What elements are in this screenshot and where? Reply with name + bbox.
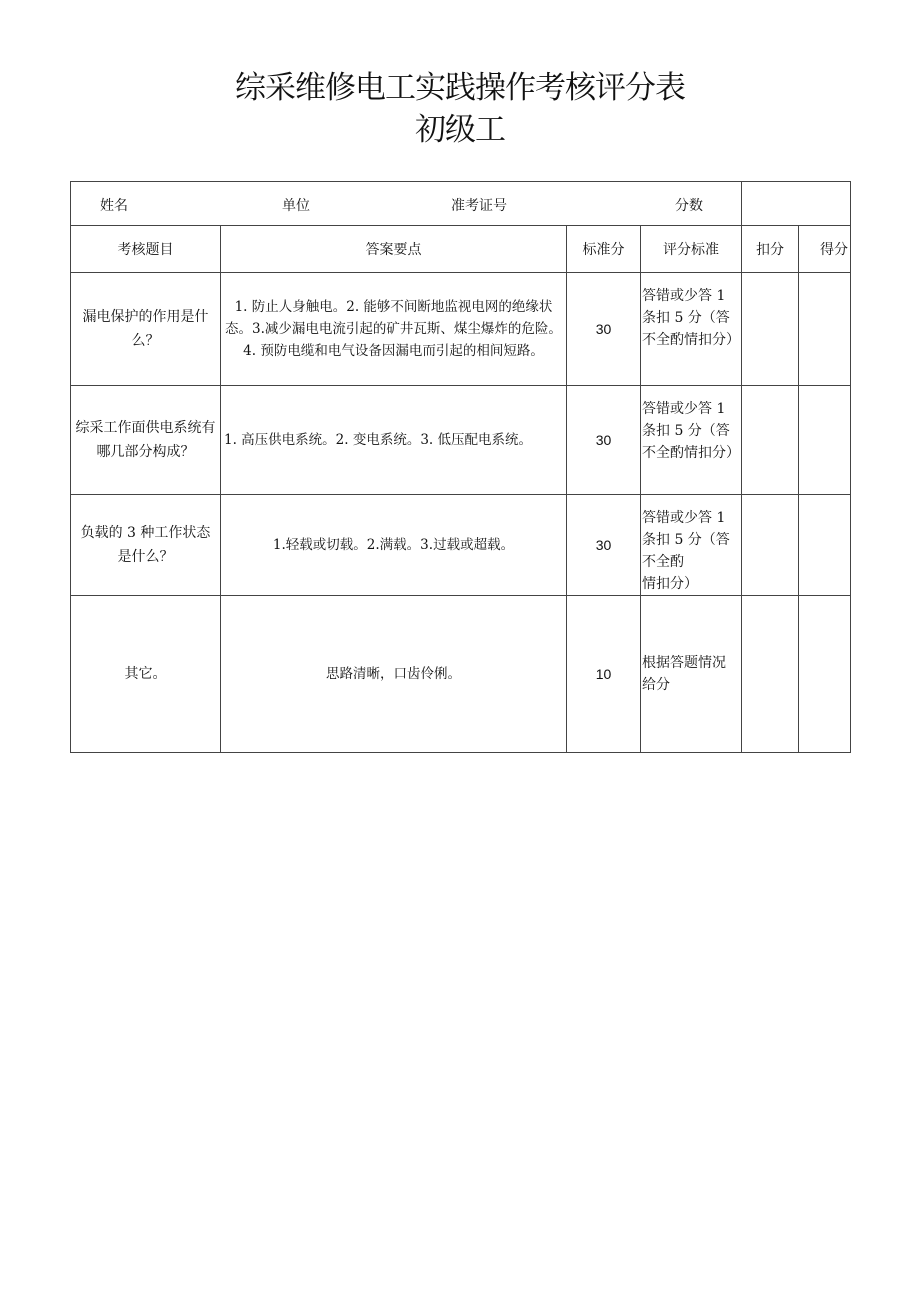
criteria-line: 给分 (642, 677, 670, 693)
score-label: 分数 (675, 198, 703, 214)
name-label: 姓名 (100, 198, 128, 214)
header-item: 考核题目 (71, 226, 221, 273)
header-standard: 标准分 (567, 226, 641, 273)
standard-score-cell: 30 (567, 386, 641, 495)
table-row (71, 495, 851, 596)
unit-label: 单位 (282, 198, 310, 214)
standard-score-cell: 30 (567, 273, 641, 386)
question-cell: 其它。 (71, 596, 221, 753)
answer-cell: 思路清晰，口齿伶俐。 (221, 596, 567, 753)
criteria-cell (641, 495, 742, 596)
criteria-line: 不全酌 (642, 554, 684, 570)
obtained-cell (799, 273, 851, 386)
answer-cell: 1. 防止人身触电。2. 能够不间断地监视电网的绝缘状态。3.减少漏电电流引起的矿井瓦斯、煤尘爆炸的危险。4. 预防电缆和电气设备因漏电而引起的相间短路。 (221, 273, 567, 386)
header-row (71, 226, 851, 273)
criteria-line: 根据答题情况 (642, 655, 726, 671)
table-row (71, 596, 851, 753)
obtained-cell (799, 596, 851, 753)
document-subtitle: 初级工 (415, 112, 505, 148)
table-row (71, 273, 851, 386)
criteria-line: 不全酌情扣分） (642, 332, 740, 348)
criteria-line: 条扣 5 分（答 (642, 532, 730, 548)
header-deduct: 扣分 (742, 226, 799, 273)
question-cell: 综采工作面供电系统有哪几部分构成？ (71, 386, 221, 495)
deduct-cell (742, 596, 799, 753)
standard-score-cell: 10 (567, 596, 641, 753)
table-row (71, 386, 851, 495)
header-criteria: 评分标准 (641, 226, 742, 273)
obtained-cell (799, 495, 851, 596)
criteria-cell (641, 386, 742, 495)
standard-score-cell: 30 (567, 495, 641, 596)
criteria-line: 答错或少答 1 (642, 288, 726, 304)
deduct-cell (742, 386, 799, 495)
answer-cell: 1. 高压供电系统。2. 变电系统。3. 低压配电系统。 (221, 386, 567, 495)
header-answer: 答案要点 (221, 226, 567, 273)
exam-id-label: 准考证号 (451, 198, 507, 214)
criteria-line: 不全酌情扣分） (642, 445, 740, 461)
criteria-line: 条扣 5 分（答 (642, 310, 730, 326)
criteria-cell (641, 596, 742, 753)
question-cell: 负载的 3 种工作状态是什么？ (71, 495, 221, 596)
answer-cell: 1.轻载或切载。2.满载。3.过载或超载。 (221, 495, 567, 596)
document-title: 综采维修电工实践操作考核评分表 (235, 70, 685, 106)
obtained-cell (799, 386, 851, 495)
header-obtained: 得分 (799, 226, 851, 273)
info-row (71, 182, 851, 226)
question-cell: 漏电保护的作用是什么？ (71, 273, 221, 386)
deduct-cell (742, 495, 799, 596)
score-table (70, 181, 851, 753)
score-value-cell (742, 182, 851, 226)
criteria-line: 答错或少答 1 (642, 401, 726, 417)
candidate-info-cell (71, 182, 742, 226)
criteria-line: 条扣 5 分（答 (642, 423, 730, 439)
criteria-line: 答错或少答 1 (642, 510, 726, 526)
deduct-cell (742, 273, 799, 386)
criteria-cell (641, 273, 742, 386)
criteria-line: 情扣分） (642, 576, 698, 592)
